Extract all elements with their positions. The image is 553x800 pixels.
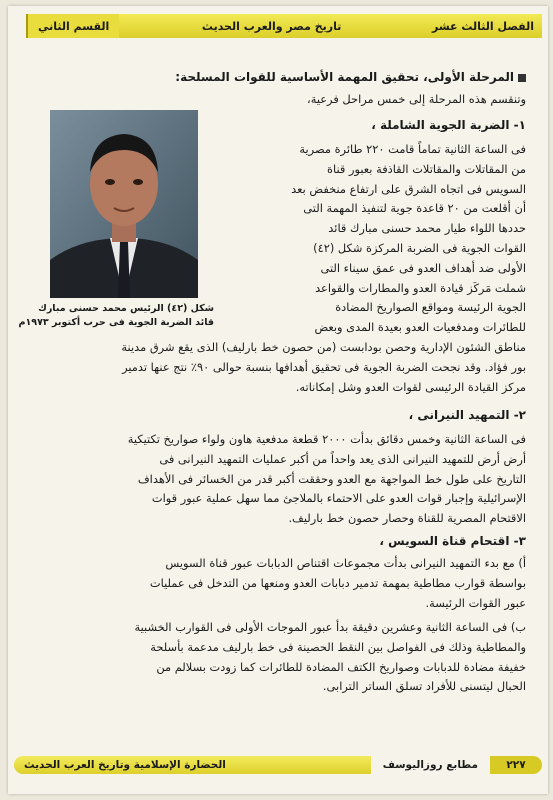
page-footer: [14, 756, 542, 774]
mubarak-portrait-photo: [50, 110, 198, 298]
text-line: مركز القيادة الرئيسى لقوات العدو وشل إمكاناته.: [295, 379, 526, 394]
text-line: أرض أرض للتمهيد النيرانى الذى يعد واحداً من أكبر عمليات التمهيد النيرانى فى: [159, 451, 526, 466]
text-line: للطائرات ومدفعيات العدو بعيدة المدى وبعض: [314, 320, 526, 335]
text-line: أ) مع بدء التمهيد النيرانى بدأت مجموعات اقتناص الدبابات عبور قناة السويس: [165, 556, 526, 570]
subsection1-full-text: [36, 338, 526, 397]
text-line: والمطاطية وذلك فى الفواصل بين النقط الحصينة فى خط بارليف مدعمة بأسلحة: [150, 639, 526, 654]
section3-para-a: [36, 554, 526, 613]
publisher-name: مطابع روزاليوسف: [382, 759, 478, 771]
text-line: فى الساعة الثانية وخمس دقائق بدأت ٢٠٠٠ قطعة مدفعية هاون ولواء صواريخ تكتيكية: [127, 432, 526, 446]
page-number: ٢٢٧: [490, 756, 542, 774]
page-header: [26, 14, 542, 38]
series-title: الحضارة الإسلامية وتاريخ العرب الحديث: [14, 756, 371, 774]
text-line: ب) فى الساعة الثانية وعشرين دقيقة بدأ عبور الموجات الأولى فى القوارب الخشبية: [134, 620, 526, 634]
chapter-label: الفصل الثالث عشر: [432, 19, 534, 33]
section3-para-b: [36, 618, 526, 697]
textbook-page: [8, 6, 548, 794]
text-line: فى الساعة الثانية تماماً قامت ٢٢٠ طائرة مصرية: [299, 142, 526, 156]
subsection1-column-text: [214, 140, 526, 338]
text-line: الأولى ضد أهداف العدو فى عمق سيناء التى: [320, 260, 526, 275]
photo-caption: شكل (٤٢) الرئيس محمد حسنى مبارك قائد الضربة الجوية فى حرب أكتوبر ١٩٧٣م: [18, 303, 214, 328]
text-line: بواسطة قوارب مطاطية بمهمة تدمير دبابات العدو ومنعها من التدخل فى عمليات: [149, 575, 526, 590]
text-line: الحبال ليتسنى للأفراد تسلق الساتر الترابى.: [322, 679, 526, 694]
section2-text: [36, 430, 526, 529]
text-line: التاريخ على طول خط المواجهة مع العدو وحققت أكبر قدر من الخسائر فى الأهداف: [137, 471, 526, 486]
text-line: بور فؤاد. وقد نجحت الضربة الجوية فى تحقيق أهدافها بنسبة حوالى ٩٠٪ نتج عنها تدمير: [122, 359, 526, 374]
text-line: عبور القوات الرئيسة.: [425, 595, 526, 610]
portrait-illustration-icon: [50, 110, 198, 298]
text-line: حددها اللواء طيار محمد حسنى مبارك قائد: [328, 221, 526, 236]
subsection1-title: ١- الضربة الجوية الشاملة ،: [371, 118, 526, 132]
section2-title: ٢- التمهيد النيرانى ،: [408, 408, 526, 422]
section1-intro: وتنقسم هذه المرحلة إلى خمس مراحل فرعية،: [307, 92, 526, 106]
text-line: القوات الجوية فى الضربة المركزة شكل (٤٢): [313, 240, 526, 255]
text-line: أن أقلعت من ٢٠ قاعدة جوية لتنفيذ المهمة التى: [303, 201, 526, 216]
text-line: الإسرائيلية وإجبار قوات العدو على الاحتماء بالملاجئ مما سهل عملية عبور قوات: [151, 491, 526, 506]
text-line: الاقتحام المصرية للقناة وحصار حصون خط بارليف.: [288, 511, 526, 526]
text-line: خفيفة مضادة للدبابات وصواريخ الكتف المضادة للطائرات كما زودت بسلالم من: [156, 659, 526, 674]
section1-title: المرحلة الأولى، تحقيق المهمة الأساسية للقوات المسلحة:: [36, 68, 526, 88]
text-line: الجوية الرئيسة ومواقع الصواريخ المضادة: [335, 300, 526, 315]
text-line: شملت مَركَز قيادة العدو والمطارات والقواعد: [315, 280, 526, 295]
text-line: مناطق الشئون الإدارية وحصن بودابست (من حصون خط بارليف) الذى يقع شرق مدينة: [121, 340, 526, 354]
text-line: من المقاتلات والمقاتلات القاذفة بعبور قناة: [327, 161, 526, 176]
book-title: تاريخ مصر والعرب الحديث: [201, 19, 342, 33]
text-line: السويس فى اتجاه الشرق على ارتفاع منخفض بعد: [291, 181, 526, 196]
section3-title: ٣- اقتحام قناة السويس ،: [379, 534, 526, 548]
square-bullet-icon: [518, 74, 526, 82]
part-label: القسم الثاني: [26, 14, 119, 38]
